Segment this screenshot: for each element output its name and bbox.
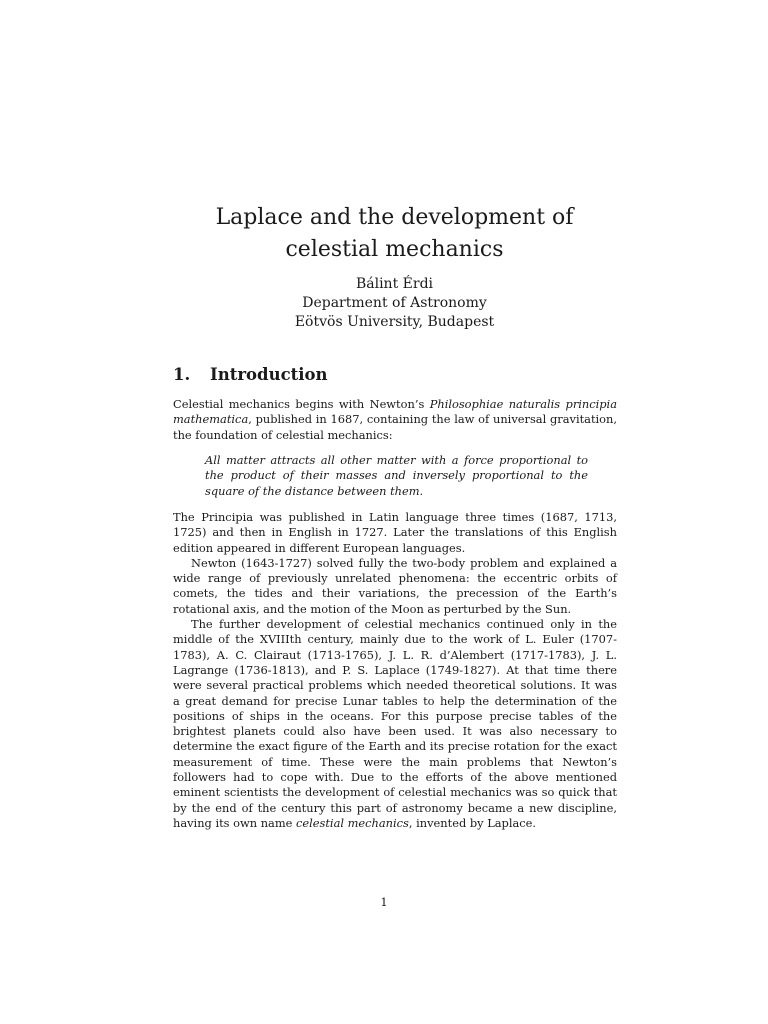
paragraph-principia-editions: The Principia was published in Latin language three times (1687, 1713, 1725) and then in English in 1727. Later the translations of this English edition appeared in different European languages. bbox=[173, 510, 617, 555]
intro-text-end: , published in 1687, containing the law of universal gravitation, the foundation of celestial mechanics: bbox=[173, 412, 617, 442]
page-number: 1 bbox=[380, 895, 388, 909]
body-paragraphs bbox=[173, 510, 617, 831]
gravitation-law-quote: All matter attracts all other matter with a force proportional to the product of their masses and inversely proportional to the square of the distance between them. bbox=[205, 453, 588, 498]
section-heading bbox=[173, 364, 328, 386]
development-text-start: The further development of celestial mechanics continued only in the middle of the XVIIIth century, mainly due to the work of L. Euler (1707-1783), A. C. Clairaut (1713-1765), J. L. R. d’Alembert (1717-1783), J. L. Lagrange (1736-1813), and P. S. Laplace (1749-1827). At that time there were several practical problems which needed theoretical solutions. It was a great demand for precise Lunar tables to help the determination of the positions of ships in the oceans. For this purpose precise tables of the brightest planets could also have been used. It was also necessary to determine the exact figure of the Earth and its precise rotation for the exact measurement of time. These were the main problems that Newton’s followers had to cope with. Due to the efforts of the above mentioned eminent scientists the development of celestial mechanics was so quick that by the end of the century this part of astronomy became a new discipline, having its own name bbox=[173, 617, 617, 830]
intro-text-start: Celestial mechanics begins with Newton’s bbox=[173, 397, 430, 411]
development-text-end: , invented by Laplace. bbox=[408, 815, 537, 830]
paragraph-development bbox=[173, 617, 617, 831]
author-name: Bálint Érdi bbox=[355, 276, 434, 292]
section-title: Introduction bbox=[210, 365, 328, 384]
paper-title: Laplace and the development of celestial mechanics bbox=[215, 205, 574, 262]
principia-title: Philosophiae naturalis principia mathematica bbox=[173, 397, 617, 427]
section-number: 1. bbox=[173, 365, 191, 384]
author-university: Eötvös University, Budapest bbox=[294, 314, 495, 330]
intro-paragraph bbox=[173, 397, 617, 443]
author-block bbox=[172, 275, 617, 332]
paragraph-newton: Newton (1643-1727) solved fully the two-body problem and explained a wide range of previously unrelated phenomena: the eccentric orbits of comets, the tides and their variations, the precession of the Earth’s rotational axis, and the motion of the Moon as perturbed by the Sun. bbox=[173, 555, 617, 616]
author-department: Department of Astronomy bbox=[302, 295, 487, 311]
celestial-mechanics-term: celestial mechanics bbox=[296, 815, 409, 830]
